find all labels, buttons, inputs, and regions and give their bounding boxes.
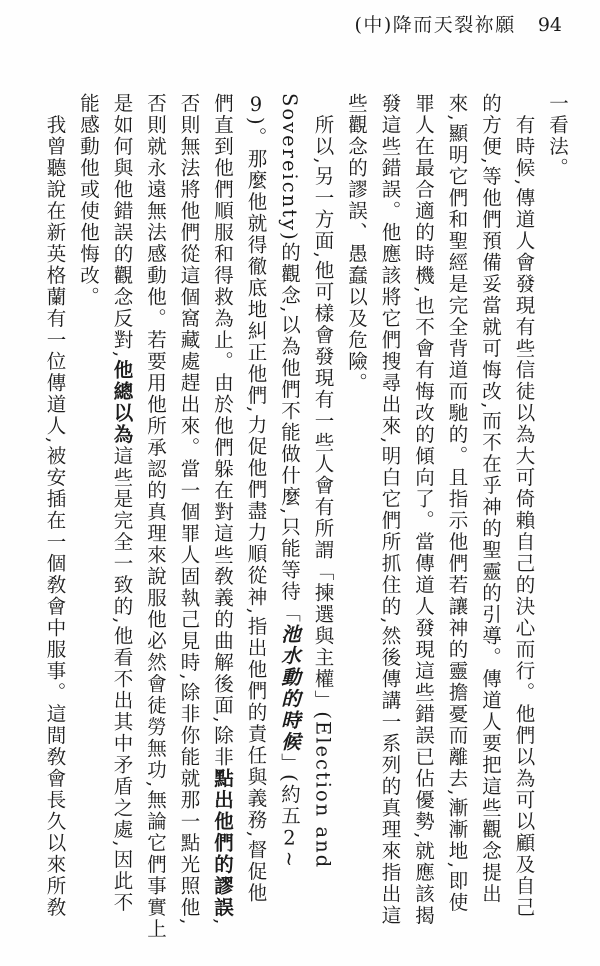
text-segment-bold: 點出他們的謬誤	[211, 767, 234, 919]
text-segment: 發這些錯誤。他應該將它們搜尋出來,明白它們所抓住的,然後傳講一系列的真理來指出這	[378, 93, 402, 927]
text-column-8	[306, 93, 340, 953]
text-column-3	[474, 93, 508, 953]
text-column-16	[38, 93, 72, 953]
text-column-10	[239, 93, 273, 953]
text-column-14	[105, 93, 139, 953]
text-segment: 有時候,傳道人會發現有些信徒以為大可倚賴自己的決心而行。他們以為可以顧及自己	[512, 93, 536, 919]
text-column-2	[507, 93, 541, 953]
running-title: (中)降而天裂祢願	[354, 14, 516, 36]
text-segment: 否則無法將他們從這個窩藏處趕出來。當一個罪人固執己見時,除非你能就那一點光照他,	[177, 93, 201, 927]
text-column-15	[72, 93, 106, 953]
text-segment-kai: 池水動的時候	[278, 623, 301, 753]
text-segment-bold: 他總以為	[110, 359, 134, 446]
text-block	[38, 93, 574, 953]
text-segment: 們直到他們順服和得救為止。由於他們躲在對這些敎義的曲解後面,除非	[211, 93, 234, 768]
text-segment: )。那麼他就得徹底地糾正他們,力促他們盡力順從神,指出他們的責任與義務,督促他	[244, 117, 268, 904]
text-segment: 些觀念的謬誤、愚蠢以及危險。	[345, 93, 368, 394]
text-column-4	[440, 93, 474, 953]
page-number: 94	[537, 14, 562, 36]
text-segment: ~	[278, 850, 301, 870]
text-segment: ,	[211, 918, 234, 927]
text-segment: 能感動他或使他悔改。	[77, 93, 100, 308]
text-column-1	[541, 93, 575, 953]
text-segment: 是如何與他錯誤的觀念反對,	[110, 93, 134, 360]
text-segment: 的方便,等他們預備妥當就可悔改,而不在乎神的聖靈的引導。傳道人要把這些觀念提出	[479, 93, 502, 905]
text-segment-upright: 9	[244, 93, 268, 117]
text-segment-upright: 2	[278, 826, 301, 851]
text-column-11	[206, 93, 240, 953]
page-header	[354, 10, 562, 37]
text-segment: 否則就永遠無法感動他。若要用他所承認的真理來說服他必然會徒勞無功,無論它們事實上	[144, 93, 167, 940]
text-column-9	[273, 93, 307, 953]
text-segment: 」(約五	[278, 752, 301, 827]
text-column-5	[407, 93, 441, 953]
text-column-7	[340, 93, 374, 953]
text-segment: 我曾聽說在新英格蘭有一位傳道人,被安插在一個敎會中服事。這間敎會長久以來所敎	[43, 93, 67, 919]
text-column-12	[172, 93, 206, 953]
text-segment: 來,顯明它們和聖經是完全背道而馳的。且指示他們若讓神的靈擔憂而離去,漸漸地,即使	[445, 93, 469, 914]
text-segment: 所以,另一方面,他可樣會發現有一些人會有所謂「揀選與主權」(Election and	[311, 93, 335, 870]
text-column-13	[139, 93, 173, 953]
text-column-6	[373, 93, 407, 953]
text-segment: 一看法。	[546, 93, 569, 179]
text-segment: 罪人在最合適的時機,也不會有悔改的傾向了。當傳道人發現這些錯誤已佔優勢,就應該揭	[412, 93, 435, 927]
text-segment: 這些是完全一致的,他看不出其中矛盾之處,因此不	[110, 445, 134, 914]
text-segment: Sovereicnty)的觀念,以為他們不能做什麼,只能等待「	[278, 93, 301, 624]
